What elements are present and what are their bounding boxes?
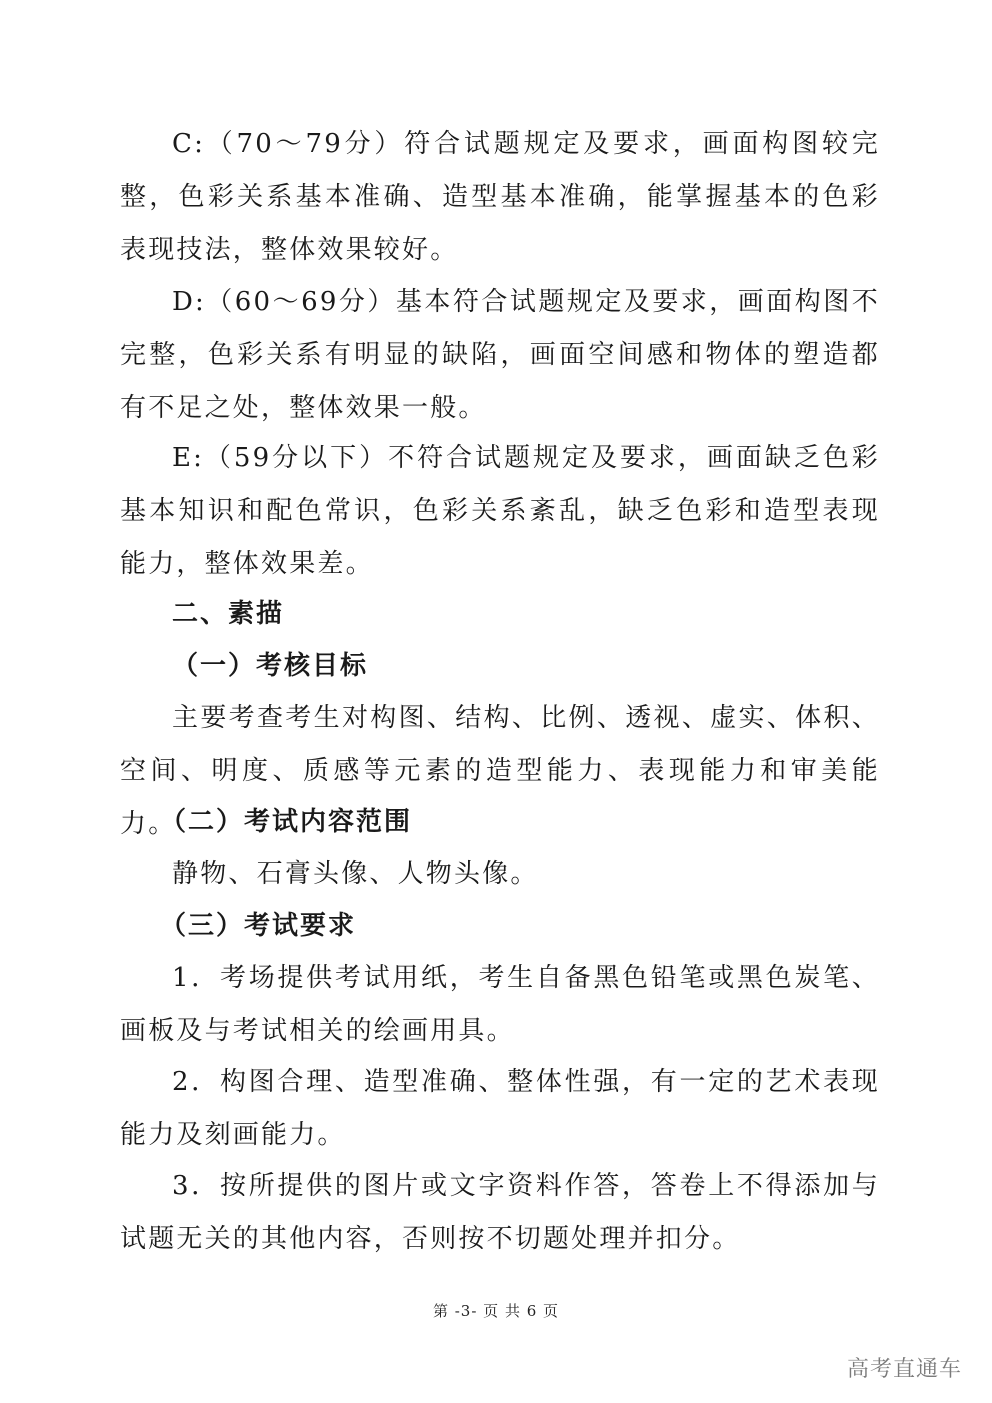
page-number: 第 -3- 页 共 6 页 <box>432 1302 560 1320</box>
requirement-item-2: 2．构图合理、造型准确、整体性强，有一定的艺术表现能力及刻画能力。 <box>120 1067 880 1150</box>
scope-heading: （二）考试内容范围 <box>160 807 413 837</box>
watermark-logo: 高考直通车 <box>846 1357 962 1382</box>
objective-paragraph: 主要考查考生对构图、结构、比例、透视、虚实、体积、空间、明度、质感等元素的造型能力、表现能力和审美能力。 <box>120 703 880 839</box>
grade-e-paragraph: E:（59分以下）不符合试题规定及要求，画面缺乏色彩基本知识和配色常识，色彩关系紊乱，缺乏色彩和造型表现能力，整体效果差。 <box>120 443 880 579</box>
requirements-heading: （三）考试要求 <box>160 911 357 941</box>
requirement-item-3: 3．按所提供的图片或文字资料作答，答卷上不得添加与试题无关的其他内容，否则按不切题处理并扣分。 <box>120 1171 880 1254</box>
objective-heading: （一）考核目标 <box>172 651 369 681</box>
requirement-item-1: 1．考场提供考试用纸，考生自备黑色铅笔或黑色炭笔、画板及与考试相关的绘画用具。 <box>120 963 880 1046</box>
scope-paragraph: 静物、石膏头像、人物头像。 <box>172 859 539 889</box>
grade-c-paragraph: C:（70～79分）符合试题规定及要求，画面构图较完整，色彩关系基本准确、造型基本准确，能掌握基本的色彩表现技法，整体效果较好。 <box>120 129 880 265</box>
grade-d-paragraph: D:（60～69分）基本符合试题规定及要求，画面构图不完整，色彩关系有明显的缺陷，画面空间感和物体的塑造都有不足之处，整体效果一般。 <box>120 287 880 423</box>
section-title-sketch: 二、素描 <box>172 599 285 629</box>
